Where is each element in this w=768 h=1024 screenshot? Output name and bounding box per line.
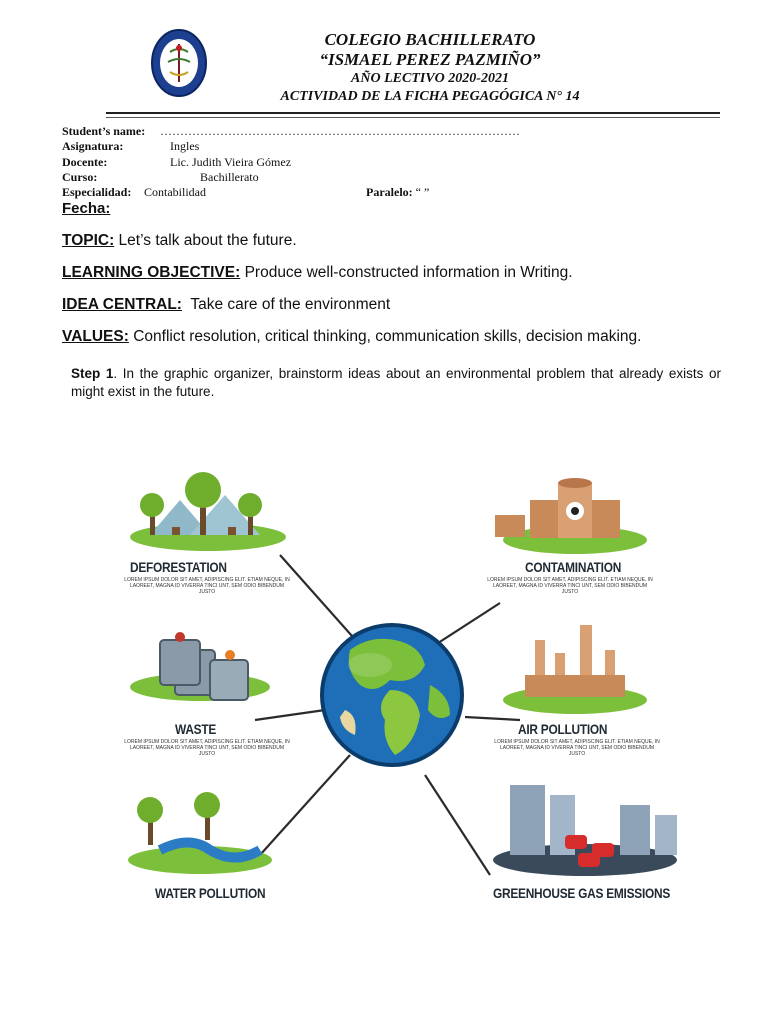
topic-line xyxy=(62,232,297,250)
school-name-line1: COLEGIO BACHILLERATO xyxy=(324,30,536,49)
waste-title: WASTE xyxy=(175,721,217,737)
step1-paragraph xyxy=(71,365,721,401)
values-text: Conflict resolution, critical thinking, communication skills, decision making. xyxy=(128,328,642,345)
header-divider-thin xyxy=(106,117,720,118)
idea-label: IDEA CENTRAL: xyxy=(62,296,182,313)
fecha-label: Fecha: xyxy=(62,200,111,217)
objective-label: LEARNING OBJECTIVE: xyxy=(62,264,241,281)
waste-text: LOREM IPSUM DOLOR SIT AMET, ADIPISCING ELIT. ETIAM NEQUE, IN LAOREET, MAGNA ID VIVERRA TINCI UNT, SEM ODIO BIBENDUM JUSTO xyxy=(124,739,290,757)
graphic-organizer xyxy=(120,455,680,915)
idea-text: Take care of the environment xyxy=(181,296,391,313)
subject-value: Ingles xyxy=(170,139,200,153)
parallel-value: “ ” xyxy=(415,185,430,199)
objective-line xyxy=(62,264,573,282)
idea-line xyxy=(62,296,390,314)
school-name-line2: “ISMAEL PEREZ PAZMIÑO” xyxy=(319,50,541,69)
topic-label: TOPIC: xyxy=(62,232,115,249)
specialty-value: Contabilidad xyxy=(144,185,206,199)
earth-globe-icon xyxy=(322,625,462,765)
objective-text: Produce well-constructed information in Writing. xyxy=(240,264,573,281)
course-label: Curso: xyxy=(62,170,98,184)
air-pollution-text: LOREM IPSUM DOLOR SIT AMET, ADIPISCING ELIT. ETIAM NEQUE, IN LAOREET, MAGNA ID VIVERRA TINCI UNT, SEM ODIO BIBENDUM JUSTO xyxy=(494,739,660,757)
greenhouse-emissions-icon xyxy=(493,785,677,876)
school-logo xyxy=(150,28,208,98)
contamination-icon xyxy=(495,478,647,554)
values-line xyxy=(62,328,641,346)
contamination-text: LOREM IPSUM DOLOR SIT AMET, ADIPISCING ELIT. ETIAM NEQUE, IN LAOREET, MAGNA ID VIVERRA TINCI UNT, SEM ODIO BIBENDUM JUSTO xyxy=(487,577,653,595)
course-value: Bachillerato xyxy=(200,170,259,184)
teacher-label: Docente: xyxy=(62,155,108,169)
school-year: AÑO LECTIVO 2020-2021 xyxy=(351,71,509,86)
step1-label: Step 1 xyxy=(71,366,114,381)
parallel-label: Paralelo: “ ” xyxy=(366,185,430,199)
step1-text: . In the graphic organizer, brainstorm ideas about an environmental problem that already exists or might exist in the future. xyxy=(71,366,721,399)
deforestation-title: DEFORESTATION xyxy=(130,559,227,575)
greenhouse-title: GREENHOUSE GAS EMISSIONS xyxy=(493,885,671,901)
air-pollution-title: AIR POLLUTION xyxy=(518,721,608,737)
subject-label: Asignatura: xyxy=(62,139,124,153)
contamination-title: CONTAMINATION xyxy=(525,559,622,575)
waste-icon xyxy=(130,632,270,701)
activity-title: ACTIVIDAD DE LA FICHA PEGAGÓGICA N° 14 xyxy=(280,89,580,104)
deforestation-text: LOREM IPSUM DOLOR SIT AMET, ADIPISCING ELIT. ETIAM NEQUE, IN LAOREET, MAGNA ID VIVERRA TINCI UNT, SEM ODIO BIBENDUM JUSTO xyxy=(124,577,290,595)
topic-text: Let’s talk about the future. xyxy=(114,232,297,249)
student-name-label: Student’s name: xyxy=(62,124,146,138)
water-pollution-icon xyxy=(128,792,272,874)
specialty-label: Especialidad: xyxy=(62,185,132,199)
organizer-art xyxy=(120,455,680,915)
teacher-value: Lic. Judith Vieira Gómez xyxy=(170,155,292,169)
deforestation-icon xyxy=(130,472,286,551)
water-pollution-title: WATER POLLUTION xyxy=(155,885,266,901)
header-divider xyxy=(106,112,720,114)
values-label: VALUES: xyxy=(62,328,129,345)
student-name-value: ……………………………………………………………………………… xyxy=(160,124,520,138)
air-pollution-icon xyxy=(503,625,647,714)
